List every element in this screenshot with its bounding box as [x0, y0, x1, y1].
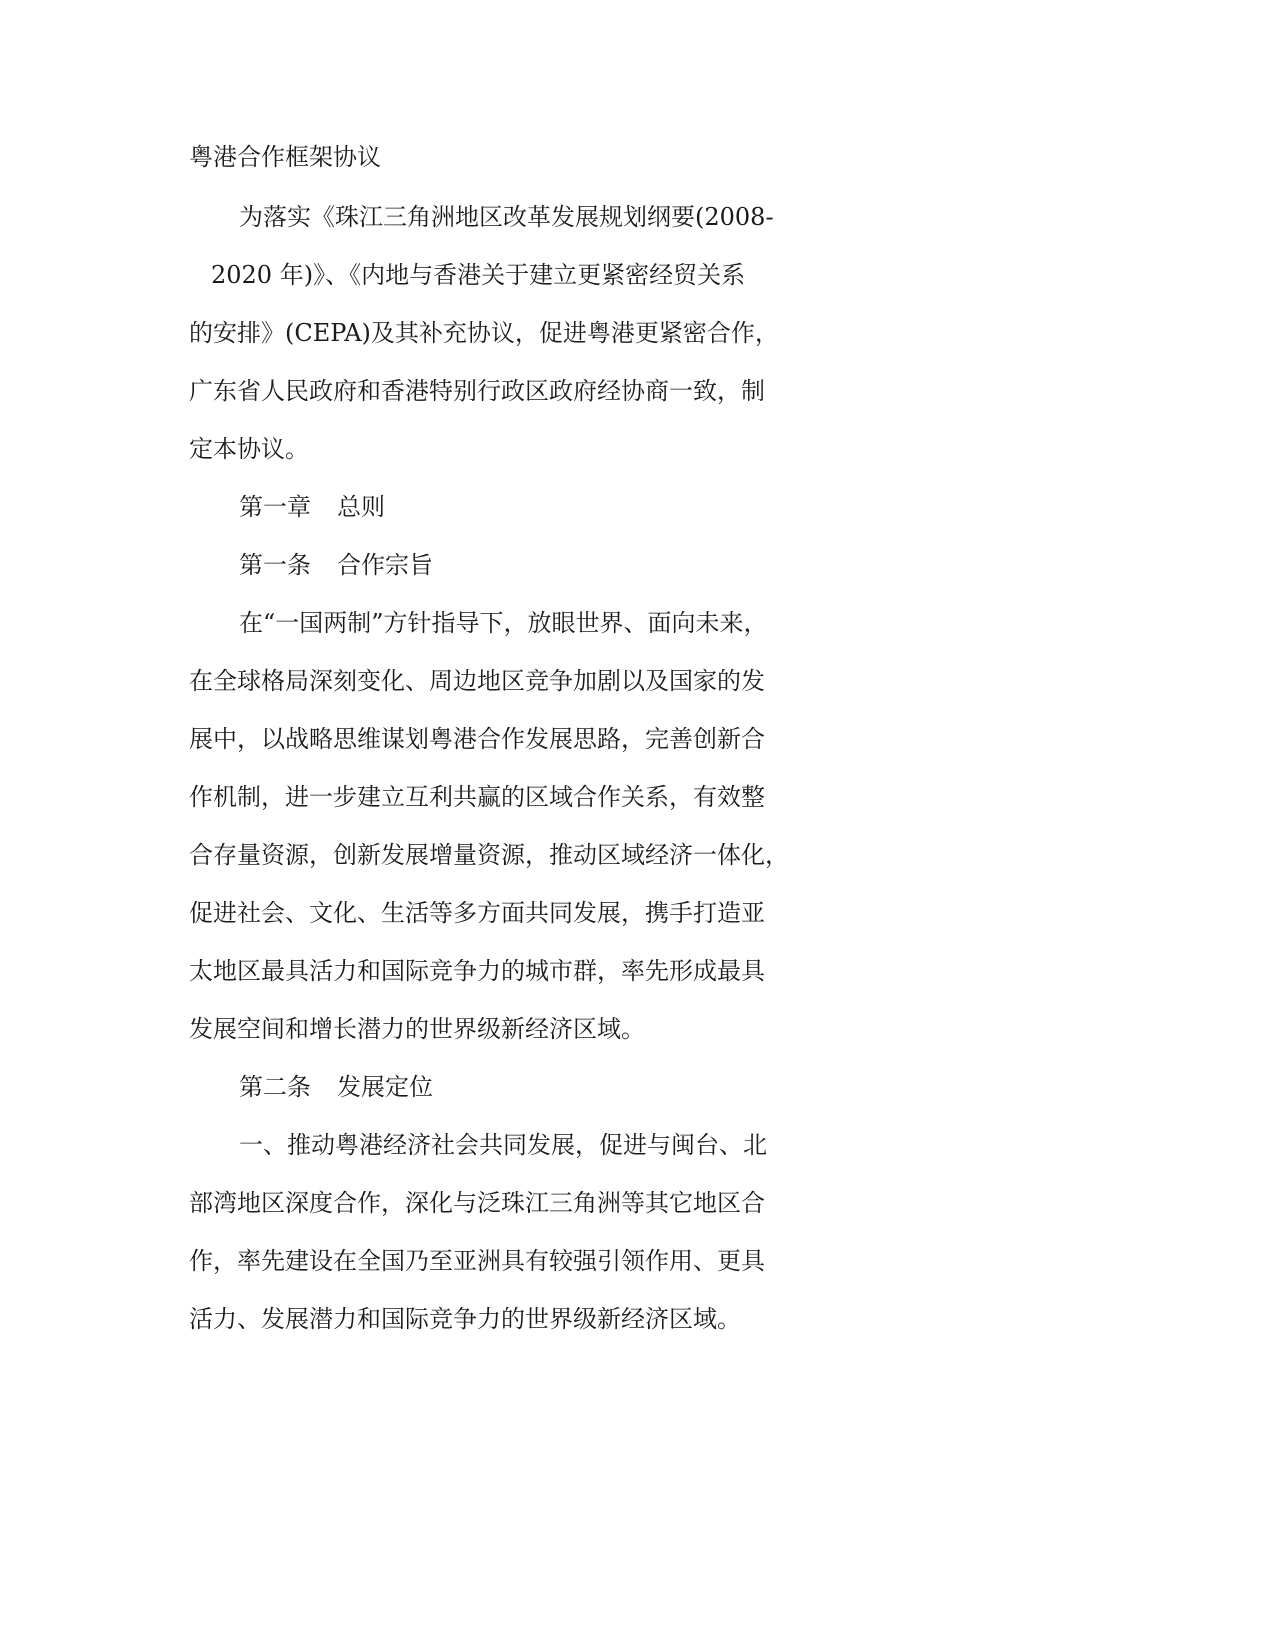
chapter-name: 总则	[337, 493, 385, 521]
preamble-line: 定本协议。	[189, 435, 309, 463]
document-title: 粤港合作框架协议	[189, 143, 381, 171]
article-2-line: 部湾地区深度合作，深化与泛珠江三角洲等其它地区合	[189, 1189, 765, 1217]
preamble-line: 的安排》(CEPA)及其补充协议，促进粤港更紧密合作，	[189, 319, 779, 347]
preamble-line: 2020 年)》、《内地与香港关于建立更紧密经贸关系	[211, 261, 746, 289]
article-heading	[239, 549, 433, 581]
chapter-number: 第一章	[239, 493, 311, 521]
article-heading	[239, 1071, 433, 1103]
article-1-line: 促进社会、文化、生活等多方面共同发展，携手打造亚	[189, 899, 765, 927]
chapter-heading	[239, 491, 385, 523]
article-1-line: 作机制，进一步建立互利共赢的区域合作关系，有效整	[189, 783, 765, 811]
article-1-line: 在全球格局深刻变化、周边地区竞争加剧以及国家的发	[189, 667, 765, 695]
preamble-line: 为落实《珠江三角洲地区改革发展规划纲要(2008-	[239, 203, 774, 231]
article-number: 第二条	[239, 1073, 311, 1101]
article-1-line: 在“一国两制”方针指导下，放眼世界、面向未来，	[239, 609, 768, 637]
article-1-line: 展中，以战略思维谋划粤港合作发展思路，完善创新合	[189, 725, 765, 753]
article-1-line: 发展空间和增长潜力的世界级新经济区域。	[189, 1015, 645, 1043]
preamble-line: 广东省人民政府和香港特别行政区政府经协商一致，制	[189, 377, 765, 405]
article-2-line: 活力、发展潜力和国际竞争力的世界级新经济区域。	[189, 1305, 741, 1333]
article-name: 合作宗旨	[337, 551, 433, 579]
article-number: 第一条	[239, 551, 311, 579]
article-2-line: 一、推动粤港经济社会共同发展，促进与闽台、北	[239, 1131, 767, 1159]
article-name: 发展定位	[337, 1073, 433, 1101]
article-1-line: 太地区最具活力和国际竞争力的城市群，率先形成最具	[189, 957, 765, 985]
article-1-line: 合存量资源，创新发展增量资源，推动区域经济一体化，	[189, 841, 789, 869]
article-2-line: 作，率先建设在全国乃至亚洲具有较强引领作用、更具	[189, 1247, 765, 1275]
